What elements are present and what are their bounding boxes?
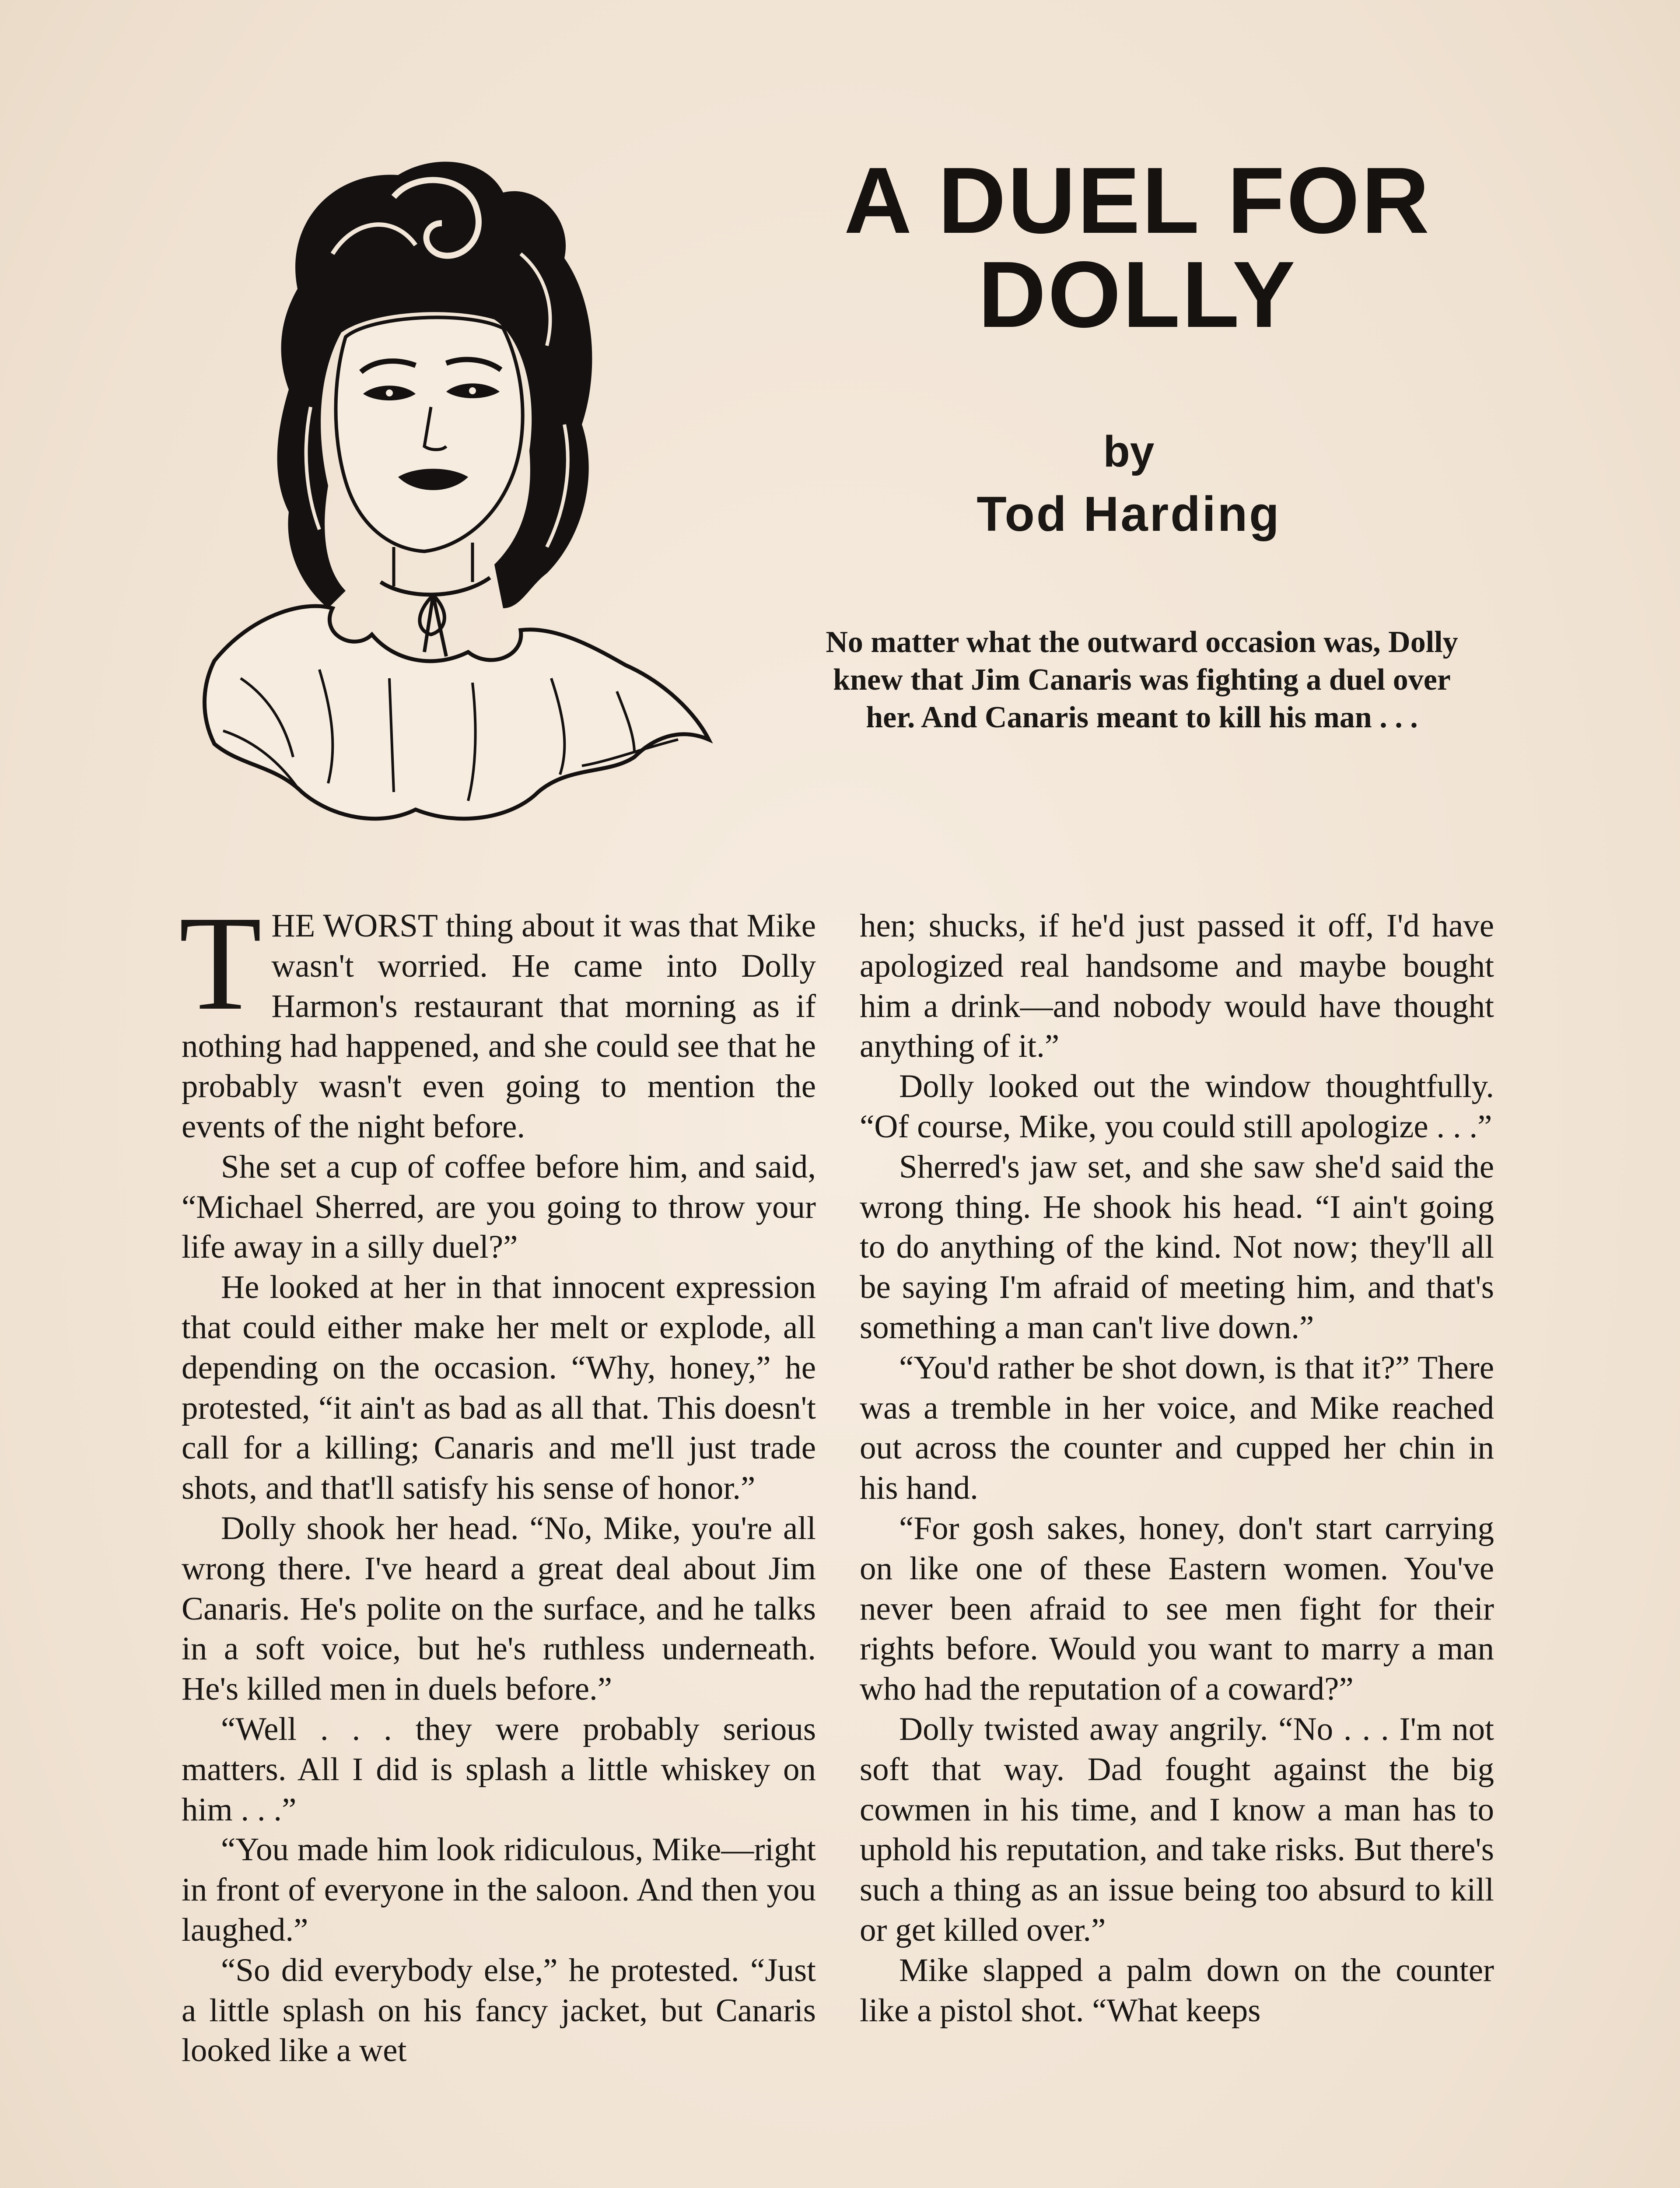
paragraph: “Well . . . they were probably serious matters. All I did is splash a little whiskey on him . . .” — [182, 1711, 816, 1828]
paragraph — [179, 888, 816, 1147]
title-line-2: DOLLY — [978, 242, 1297, 347]
paragraph: He looked at her in that innocent expression that could either make her melt or explode, all depending on the occasion. “Why, honey,” he protested, “it ain't as bad as all that. This doesn't call for a killing; Canaris and me'll just trade shots, and that'll satisfy his sense of honor.” — [182, 1269, 816, 1507]
byline-by: by — [1103, 427, 1155, 476]
paragraph: “So did everybody else,” he protested. “Just a little splash on his fancy jacket, but Canaris looked like a wet — [182, 1952, 816, 2069]
paragraph: Dolly looked out the window thoughtfully. “Of course, Mike, you could still apologize . . .” — [860, 1068, 1494, 1145]
story-title — [779, 147, 1496, 347]
paragraph: Sherred's jaw set, and she saw she'd said the wrong thing. He shook his head. “I ain't going to do anything of the kind. Not now; they'll all be saying I'm afraid of meeting him, and that's something a man can't live down.” — [860, 1148, 1494, 1346]
paragraph: “You'd rather be shot down, is that it?” There was a tremble in her voice, and Mike reached out across the counter and cupped her chin in his hand. — [860, 1349, 1494, 1507]
paragraph: “For gosh sakes, honey, don't start carrying on like one of these Eastern women. You've never been afraid to see men fight for their rights before. Would you want to marry a man who had the reputation of a coward?” — [860, 1510, 1494, 1708]
body-column-right — [860, 906, 1494, 2030]
ruffle-collar — [205, 606, 709, 819]
paragraph: hen; shucks, if he'd just passed it off, I'd have apologized real handsome and maybe bought him a drink—and nobody would have thought anything of it.” — [860, 908, 1494, 1065]
title-line-1: A DUEL FOR — [844, 147, 1431, 253]
dolly-portrait-illustration — [188, 144, 726, 836]
story-teaser: No matter what the outward occasion was, Dolly knew that Jim Canaris was fighting a duel over her. And Canaris meant to kill his man . . . — [826, 625, 1458, 734]
paragraph: Mike slapped a palm down on the counter like a pistol shot. “What keeps — [860, 1952, 1494, 2029]
drop-cap: T — [179, 888, 262, 1038]
paragraph: Dolly twisted away angrily. “No . . . I'm not soft that way. Dad fought against the big cowmen in his time, and I know a man has to uphold his reputation, and take risks. But there's such a thing as an issue being too absurd to kill or get killed over.” — [860, 1711, 1494, 1948]
face — [336, 317, 523, 551]
paragraph: “You made him look ridiculous, Mike—right in front of everyone in the saloon. And then you laughed.” — [182, 1831, 816, 1948]
paragraph: Dolly shook her head. “No, Mike, you're all wrong there. I've heard a great deal about Jim Canaris. He's polite on the surface, and he talks in a soft voice, but he's ruthless underneath. He's killed men in duels before.” — [182, 1510, 816, 1708]
paragraph-text: HE WORST thing about it was that Mike wasn't worried. He came into Dolly Harmon's restaurant that morning as if nothing had happened, and she could see that he probably wasn't even going to mention the events of the night before. — [182, 908, 816, 1145]
paragraph: She set a cup of coffee before him, and said, “Michael Sherred, are you going to throw your life away in a silly duel?” — [182, 1148, 816, 1266]
author-name: Tod Harding — [976, 487, 1281, 541]
body-column-left — [179, 888, 816, 2071]
